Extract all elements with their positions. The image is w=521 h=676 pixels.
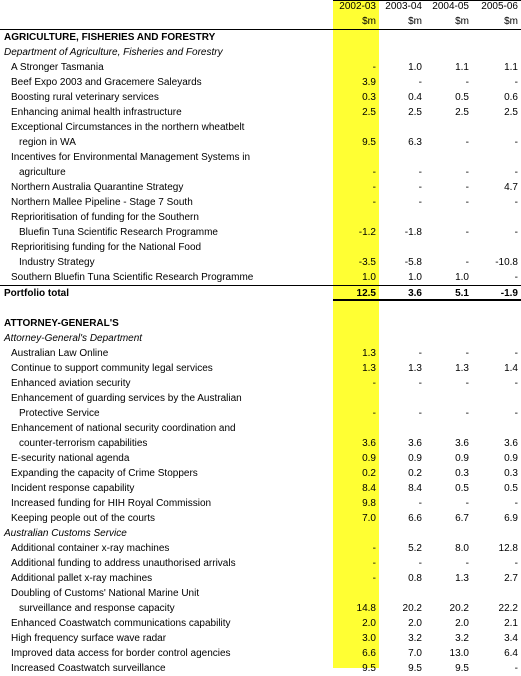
row-label: Enhancement of national security coordination and [11, 423, 236, 434]
value-cell: 2.5 [408, 107, 422, 118]
value-cell: 0.2 [362, 468, 376, 479]
row-label: Australian Customs Service [4, 528, 127, 539]
value-cell: 3.6 [504, 438, 518, 449]
table-row-label-line [0, 421, 521, 436]
row-label: Incentives for Environmental Management Systems in [11, 152, 250, 163]
value-cell: 20.2 [402, 603, 422, 614]
value-cell: - [372, 573, 376, 584]
value-cell: 2.0 [455, 618, 469, 629]
value-cell: 9.5 [362, 663, 376, 674]
value-cell: - [465, 378, 469, 389]
row-label: Portfolio total [4, 288, 69, 299]
value-cell: 0.9 [504, 453, 518, 464]
value-cell: 1.4 [504, 363, 518, 374]
value-cell: - [372, 543, 376, 554]
value-cell: -1.9 [500, 288, 518, 299]
row-label: region in WA [19, 137, 76, 148]
value-cell: - [514, 558, 518, 569]
value-cell: - [372, 378, 376, 389]
department-heading [0, 526, 521, 541]
row-label: surveillance and response capacity [19, 603, 175, 614]
value-cell: 3.0 [362, 633, 376, 644]
table-row [0, 135, 521, 150]
row-label: Enhanced Coastwatch communications capability [11, 618, 231, 629]
row-label: AGRICULTURE, FISHERIES AND FORESTRY [4, 32, 216, 43]
value-cell: 1.0 [408, 62, 422, 73]
value-cell: - [514, 197, 518, 208]
value-cell: - [372, 62, 376, 73]
table-row [0, 406, 521, 421]
value-cell: - [514, 167, 518, 178]
row-label: Northern Australia Quarantine Strategy [11, 182, 184, 193]
value-cell: 0.6 [504, 92, 518, 103]
value-cell: 1.3 [408, 363, 422, 374]
row-label: Enhanced aviation security [11, 378, 131, 389]
table-row [0, 255, 521, 270]
value-cell: 2.5 [504, 107, 518, 118]
row-label: Australian Law Online [11, 348, 109, 359]
row-label: Boosting rural veterinary services [11, 92, 159, 103]
value-cell: 1.3 [362, 348, 376, 359]
value-cell: - [514, 378, 518, 389]
row-label: High frequency surface wave radar [11, 633, 167, 644]
value-cell: 0.3 [362, 92, 376, 103]
value-cell: - [418, 77, 422, 88]
value-cell: -10.8 [495, 257, 518, 268]
value-cell: - [465, 558, 469, 569]
value-cell: - [465, 408, 469, 419]
value-cell: - [465, 498, 469, 509]
value-cell: 0.2 [408, 468, 422, 479]
row-label: Increased funding for HIH Royal Commission [11, 498, 212, 509]
unit-header: $m [504, 15, 518, 27]
year-header: 2002-03 [339, 1, 376, 12]
value-cell: - [514, 498, 518, 509]
row-label: Southern Bluefin Tuna Scientific Research Programme [11, 272, 254, 283]
year-header: 2005-06 [481, 1, 518, 12]
value-cell: - [372, 182, 376, 193]
value-cell: 0.5 [455, 483, 469, 494]
table-row [0, 105, 521, 120]
value-cell: 1.0 [455, 272, 469, 283]
row-label: Northern Mallee Pipeline - Stage 7 South [11, 197, 193, 208]
value-cell: 2.7 [504, 573, 518, 584]
table-row [0, 346, 521, 361]
value-cell: - [465, 257, 469, 268]
table-row [0, 541, 521, 556]
value-cell: - [418, 348, 422, 359]
row-label: Additional funding to address unauthorised arrivals [11, 558, 236, 569]
value-cell: 20.2 [449, 603, 469, 614]
value-cell: -1.8 [404, 227, 422, 238]
value-cell: - [514, 408, 518, 419]
year-header: 2004-05 [432, 1, 469, 12]
table-row [0, 481, 521, 496]
table-row [0, 451, 521, 466]
value-cell: 5.2 [408, 543, 422, 554]
value-cell: 2.5 [362, 107, 376, 118]
value-cell: 8.0 [455, 543, 469, 554]
value-cell: - [418, 498, 422, 509]
value-cell: 6.7 [455, 513, 469, 524]
value-cell: 0.4 [408, 92, 422, 103]
value-cell: 6.6 [408, 513, 422, 524]
value-cell: 3.2 [455, 633, 469, 644]
row-label: Additional container x-ray machines [11, 543, 170, 554]
spacer-row [0, 301, 521, 316]
department-heading [0, 331, 521, 346]
row-label: Protective Service [19, 408, 100, 419]
value-cell: 1.0 [408, 272, 422, 283]
table-row [0, 195, 521, 210]
table-row [0, 511, 521, 526]
value-cell: - [514, 272, 518, 283]
unit-header: $m [408, 15, 422, 27]
value-cell: 7.0 [362, 513, 376, 524]
row-label: agriculture [19, 167, 66, 178]
value-cell: 1.3 [455, 573, 469, 584]
table-row [0, 571, 521, 586]
value-cell: - [465, 197, 469, 208]
table-row [0, 270, 521, 285]
row-label: Keeping people out of the courts [11, 513, 155, 524]
table-row [0, 646, 521, 661]
table-row [0, 616, 521, 631]
value-cell: -5.8 [404, 257, 422, 268]
value-cell: 0.3 [455, 468, 469, 479]
table-row-label-line [0, 586, 521, 601]
table-row [0, 661, 521, 676]
row-label: counter-terrorism capabilities [19, 438, 148, 449]
value-cell: - [418, 378, 422, 389]
row-label: Expanding the capacity of Crime Stoppers [11, 468, 198, 479]
value-cell: 4.7 [504, 182, 518, 193]
table-row [0, 165, 521, 180]
row-label: A Stronger Tasmania [11, 62, 104, 73]
table-row [0, 436, 521, 451]
row-label: Doubling of Customs' National Marine Unit [11, 588, 200, 599]
value-cell: - [418, 408, 422, 419]
value-cell: 2.0 [408, 618, 422, 629]
value-cell: 8.4 [408, 483, 422, 494]
table-row [0, 75, 521, 90]
value-cell: 3.6 [408, 438, 422, 449]
table-row [0, 361, 521, 376]
value-cell: 9.5 [362, 137, 376, 148]
value-cell: 1.3 [362, 363, 376, 374]
value-cell: 3.2 [408, 633, 422, 644]
value-cell: 1.3 [455, 363, 469, 374]
value-cell: 13.0 [449, 648, 469, 659]
row-label: Continue to support community legal services [11, 363, 213, 374]
value-cell: - [465, 77, 469, 88]
value-cell: - [514, 137, 518, 148]
value-cell: 12.5 [356, 288, 376, 299]
value-cell: 0.9 [362, 453, 376, 464]
unit-header: $m [362, 15, 376, 27]
value-cell: 6.4 [504, 648, 518, 659]
row-label: Beef Expo 2003 and Gracemere Saleyards [11, 77, 202, 88]
value-cell: - [514, 77, 518, 88]
unit-header: $m [455, 15, 469, 27]
value-cell: - [514, 227, 518, 238]
value-cell: - [372, 408, 376, 419]
value-cell: - [465, 227, 469, 238]
value-cell: 3.9 [362, 77, 376, 88]
value-cell: 9.5 [455, 663, 469, 674]
table-row-label-line [0, 210, 521, 225]
department-heading [0, 45, 521, 60]
table-row [0, 496, 521, 511]
value-cell: - [418, 558, 422, 569]
row-label: Incident response capability [11, 483, 135, 494]
value-cell: 2.0 [362, 618, 376, 629]
value-cell: - [372, 167, 376, 178]
value-cell: - [418, 167, 422, 178]
value-cell: - [514, 348, 518, 359]
table-row [0, 225, 521, 240]
value-cell: 1.1 [504, 62, 518, 73]
value-cell: 2.1 [504, 618, 518, 629]
value-cell: - [372, 558, 376, 569]
value-cell: 2.5 [455, 107, 469, 118]
table-row-label-line [0, 120, 521, 135]
row-label: E-security national agenda [11, 453, 130, 464]
row-label: Improved data access for border control agencies [11, 648, 231, 659]
value-cell: 0.3 [504, 468, 518, 479]
value-cell: 7.0 [408, 648, 422, 659]
value-cell: - [514, 663, 518, 674]
table-row-label-line [0, 150, 521, 165]
value-cell: 3.6 [455, 438, 469, 449]
value-cell: - [418, 182, 422, 193]
value-cell: - [465, 167, 469, 178]
value-cell: - [372, 197, 376, 208]
table-row [0, 60, 521, 75]
value-cell: 1.0 [362, 272, 376, 283]
portfolio-total-row [0, 285, 521, 301]
table-row-label-line [0, 240, 521, 255]
value-cell: 0.8 [408, 573, 422, 584]
year-header: 2003-04 [385, 1, 422, 12]
row-label: Bluefin Tuna Scientific Research Programme [19, 227, 218, 238]
row-label: Enhancement of guarding services by the Australian [11, 393, 242, 404]
value-cell: -1.2 [358, 227, 376, 238]
value-cell: 22.2 [498, 603, 518, 614]
row-label: Reprioritising funding for the National Food [11, 242, 202, 253]
row-label: Attorney-General's Department [4, 333, 143, 344]
value-cell: 3.6 [362, 438, 376, 449]
value-cell: - [465, 137, 469, 148]
row-label: ATTORNEY-GENERAL'S [4, 318, 119, 329]
value-cell: 9.5 [408, 663, 422, 674]
table-row [0, 466, 521, 481]
table-row [0, 556, 521, 571]
table-row [0, 180, 521, 195]
value-cell: 3.6 [408, 288, 422, 299]
value-cell: 0.5 [504, 483, 518, 494]
table-row [0, 601, 521, 616]
table-row [0, 631, 521, 646]
value-cell: 0.9 [455, 453, 469, 464]
value-cell: 5.1 [455, 288, 469, 299]
value-cell: 0.5 [455, 92, 469, 103]
row-label: Additional pallet x-ray machines [11, 573, 153, 584]
value-cell: 1.1 [455, 62, 469, 73]
row-label: Increased Coastwatch surveillance [11, 663, 166, 674]
value-cell: - [465, 182, 469, 193]
table-row-label-line [0, 391, 521, 406]
section-heading [0, 316, 521, 331]
value-cell: - [465, 348, 469, 359]
value-cell: 6.3 [408, 137, 422, 148]
table-row [0, 90, 521, 105]
row-label: Department of Agriculture, Fisheries and Forestry [4, 47, 223, 58]
section-heading [0, 30, 521, 45]
table-row [0, 376, 521, 391]
header-years-row [0, 0, 521, 15]
value-cell: 9.8 [362, 498, 376, 509]
value-cell: 6.9 [504, 513, 518, 524]
value-cell: 8.4 [362, 483, 376, 494]
row-label: Exceptional Circumstances in the northern wheatbelt [11, 122, 245, 133]
value-cell: 12.8 [498, 543, 518, 554]
value-cell: 6.6 [362, 648, 376, 659]
value-cell: - [418, 197, 422, 208]
value-cell: 0.9 [408, 453, 422, 464]
value-cell: -3.5 [358, 257, 376, 268]
row-label: Industry Strategy [19, 257, 95, 268]
row-label: Enhancing animal health infrastructure [11, 107, 182, 118]
value-cell: 14.8 [356, 603, 376, 614]
header-unit-row [0, 15, 521, 31]
row-label: Reprioritisation of funding for the Southern [11, 212, 199, 223]
value-cell: 3.4 [504, 633, 518, 644]
